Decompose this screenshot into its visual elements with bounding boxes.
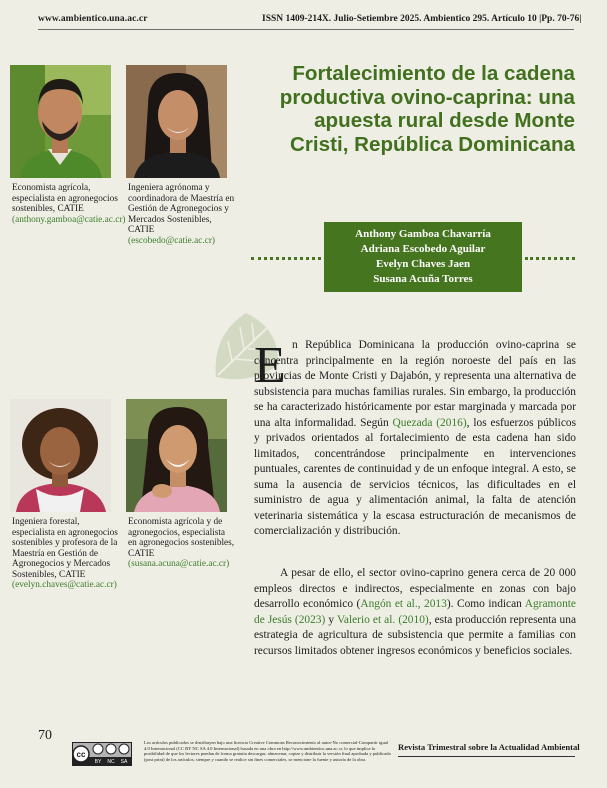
- citation-link[interactable]: Quezada (2016): [392, 416, 467, 429]
- author-bio-4: [128, 517, 236, 570]
- email-link[interactable]: (susana.acuna@catie.ac.cr): [128, 559, 230, 569]
- citation-link[interactable]: Valerio et al. (2010): [336, 613, 429, 626]
- author-bio-1: [12, 183, 126, 225]
- author-name: Susana Acuña Torres: [373, 273, 473, 285]
- text-run: A pesar de ello, el sector ovino-caprino genera cerca de 20 000 empleos directos e indirectos, especialmente en zonas con bajo desarrollo económico (: [254, 567, 576, 610]
- header-rule: [38, 29, 574, 30]
- dotted-rule-right: [525, 257, 575, 263]
- text-run: , esta producción representa una estrategia de agricultura de subsistencia que permite a familias con recursos limitados obtener ingresos económicos y beneficios sociales.: [254, 613, 576, 657]
- page-number: 70: [38, 728, 52, 743]
- paragraph-1: [254, 338, 576, 540]
- text-run: , los esfuerzos públicos y privados orientados al fortalecimiento de esta cadena han sido limitados, concentrándose principalmente en intervenciones puntuales, carentes de continuidad y de un enfoque integral. A esto, se suma la ausencia de servicios técnicos, las dificultades en el suministro de agua y alimentación animal, la falta de atención veterinaria sistemática y la escasa estructuración de mecanismos de comercialización y distribución.: [254, 416, 577, 537]
- author-name: Anthony Gamboa Chavarría: [355, 228, 491, 240]
- text-run: y: [325, 613, 337, 626]
- bio-text: Ingeniera forestal, especialista en agronegocios sostenibles y profesora de la Maestría en Gestión de Agronegocios y Mercados Sostenibles, CATIE: [12, 517, 118, 580]
- svg-text:cc: cc: [76, 750, 86, 759]
- bio-text: Economista agrícola y de agronegocios, especialista en agronegocios sostenibles, CATIE: [128, 517, 235, 559]
- author-photo-susana: [126, 399, 227, 512]
- license-badge-nc: NC: [107, 759, 115, 765]
- author-bio-3: [12, 517, 120, 591]
- author-name: Adriana Escobedo Aguilar: [360, 243, 486, 255]
- drop-cap: E: [254, 337, 286, 394]
- citation-link[interactable]: Agramonte de Jesús (2023): [254, 598, 576, 626]
- footer-rule: [398, 756, 575, 757]
- citation-link[interactable]: Angón et al., 2013: [360, 598, 447, 610]
- author-photo-anthony: [10, 65, 111, 178]
- email-link[interactable]: (anthony.gamboa@catie.ac.cr): [12, 214, 126, 225]
- bio-text: Ingeniera agrónoma y coordinadora de Maestría en Gestión de Agronegocios y Mercados Sostenibles, CATIE: [128, 183, 235, 235]
- article-title: Fortalecimiento de la cadena productiva ovino-caprina: una apuesta rural desde Monte Cristi, República Dominicana: [279, 62, 575, 156]
- email-link[interactable]: (escobedo@catie.ac.cr): [128, 235, 216, 246]
- license-text: Los artículos publicados se distribuyen bajo una licencia Creative Commons Reconocimiento al autor-No comercial-Compartir igual 4.0 Internacional (CC BY NC SA 4.0 Internacional) basada en una obra en http://www.ambientico.una.ac.cr, lo que implica la posibilidad de que los lectores puedan de forma gratuita descargar, almacenar, copiar y distribuir la versión final aprobada y publicada (post print) de los artículos, siempre y cuando se realice sin fines comerciales, se mencione la fuente y autoría de la obra.: [144, 740, 391, 762]
- paragraph-2: [254, 566, 576, 659]
- issue-info: ISSN 1409-214X. Julio-Setiembre 2025. Ambientico 295. Artículo 10 |Pp. 70-76|: [262, 14, 582, 24]
- bio-text: Economista agrícola, especialista en agronegocios sostenibles, CATIE: [12, 183, 118, 214]
- license-badge-sa: SA: [120, 759, 128, 765]
- text-run: ). Como indican: [446, 598, 525, 610]
- author-name: Evelyn Chaves Jaen: [375, 258, 471, 270]
- creative-commons-icon[interactable]: [72, 742, 132, 766]
- dotted-rule-left: [251, 257, 321, 263]
- author-bio-2: [128, 183, 236, 246]
- website-url[interactable]: www.ambientico.una.ac.cr: [38, 14, 148, 24]
- text-run: n República Dominicana la producción ovino-caprina se concentra principalmente en la región noroeste del país en las provincias de Monte Cristi y Dajabón, y representa una alternativa de subsistencia para muchas familias rurales. Sin embargo, la producción se ha caracterizado históricamente por estar marginada y marcada por una alta informalidad. Según: [254, 339, 576, 429]
- author-photo-adriana: [126, 65, 227, 178]
- license-badge-by: BY: [94, 759, 102, 765]
- author-photo-evelyn: [10, 399, 111, 512]
- journal-name: Revista Trimestral sobre la Actualidad Ambiental: [398, 742, 580, 752]
- email-link[interactable]: (evelyn.chaves@catie.ac.cr): [12, 580, 117, 590]
- authors-box: [324, 222, 522, 292]
